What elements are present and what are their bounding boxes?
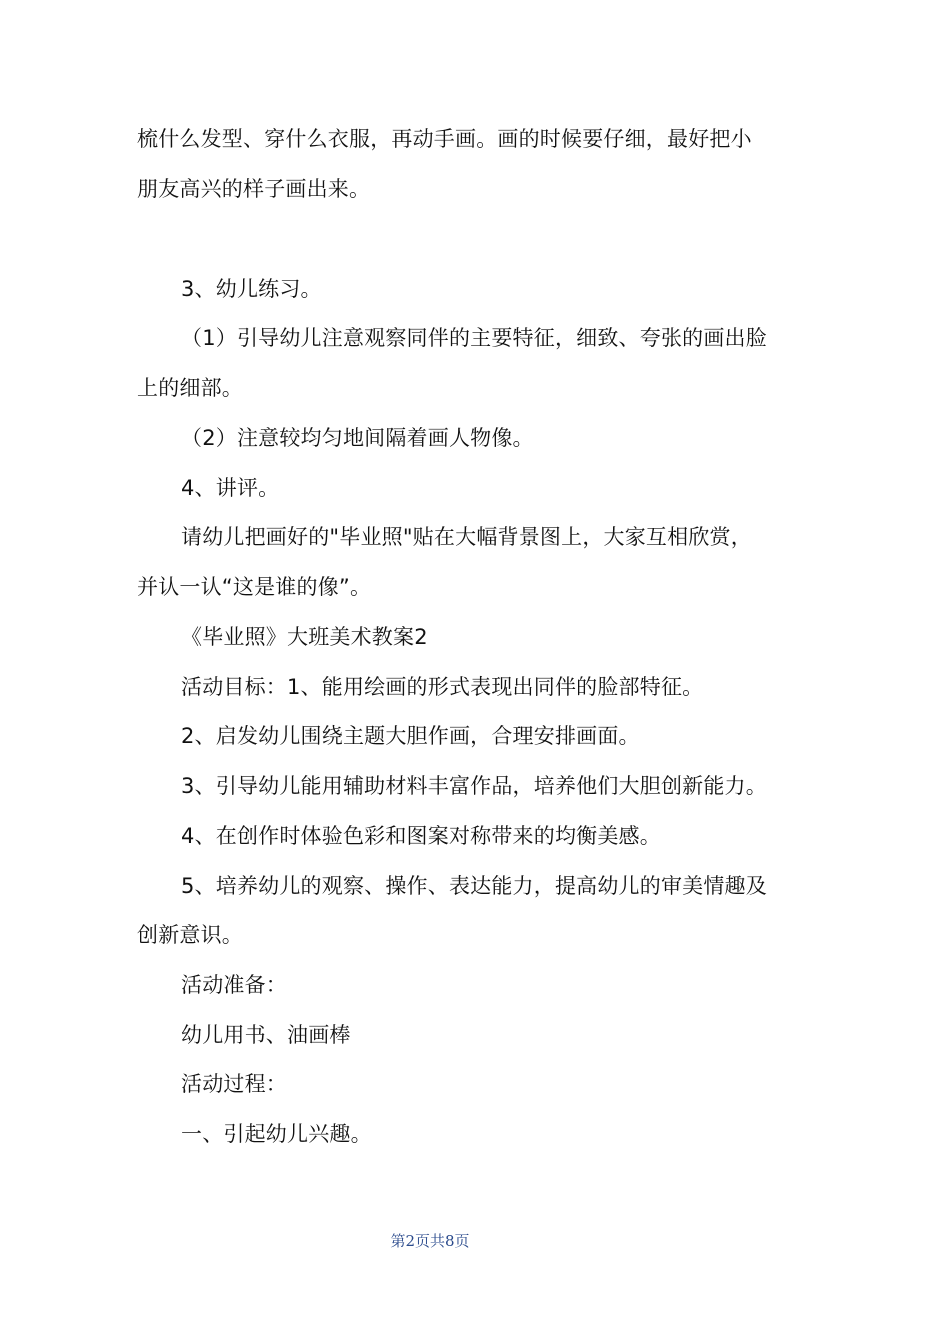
section-heading: 4、讲评。 [181,476,280,500]
paragraph-line: 2、启发幼儿围绕主题大胆作画，合理安排画面。 [181,724,640,748]
section-heading: 一、引起幼儿兴趣。 [181,1122,372,1146]
paragraph-line: 朋友高兴的样子画出来。 [137,177,371,201]
paragraph-line: （2）注意较均匀地间隔着画人物像。 [181,426,534,450]
paragraph-line: 4、在创作时体验色彩和图案对称带来的均衡美感。 [181,824,661,848]
page-number-footer: 第2页共8页 [390,1232,470,1250]
paragraph-line: 请幼儿把画好的"毕业照"贴在大幅背景图上，大家互相欣赏， [181,525,752,549]
paragraph-line: 创新意识。 [137,923,243,947]
paragraph-line: 并认一认“这是谁的像”。 [137,575,372,599]
paragraph-line: 上的细部。 [137,376,243,400]
lesson-title: 《毕业照》大班美术教案2 [181,625,428,649]
section-heading: 活动准备： [181,973,287,997]
section-heading: 3、幼儿练习。 [181,277,322,301]
paragraph-line: 5、培养幼儿的观察、操作、表达能力，提高幼儿的审美情趣及 [181,874,767,898]
paragraph-line: 幼儿用书、油画棒 [181,1023,351,1047]
paragraph-line: （1）引导幼儿注意观察同伴的主要特征，细致、夸张的画出脸 [181,326,767,350]
paragraph-line: 活动目标：1、能用绘画的形式表现出同伴的脸部特征。 [181,675,704,699]
paragraph-line: 梳什么发型、穿什么衣服，再动手画。画的时候要仔细，最好把小 [137,127,752,151]
paragraph-line: 3、引导幼儿能用辅助材料丰富作品，培养他们大胆创新能力。 [181,774,767,798]
section-heading: 活动过程： [181,1072,287,1096]
